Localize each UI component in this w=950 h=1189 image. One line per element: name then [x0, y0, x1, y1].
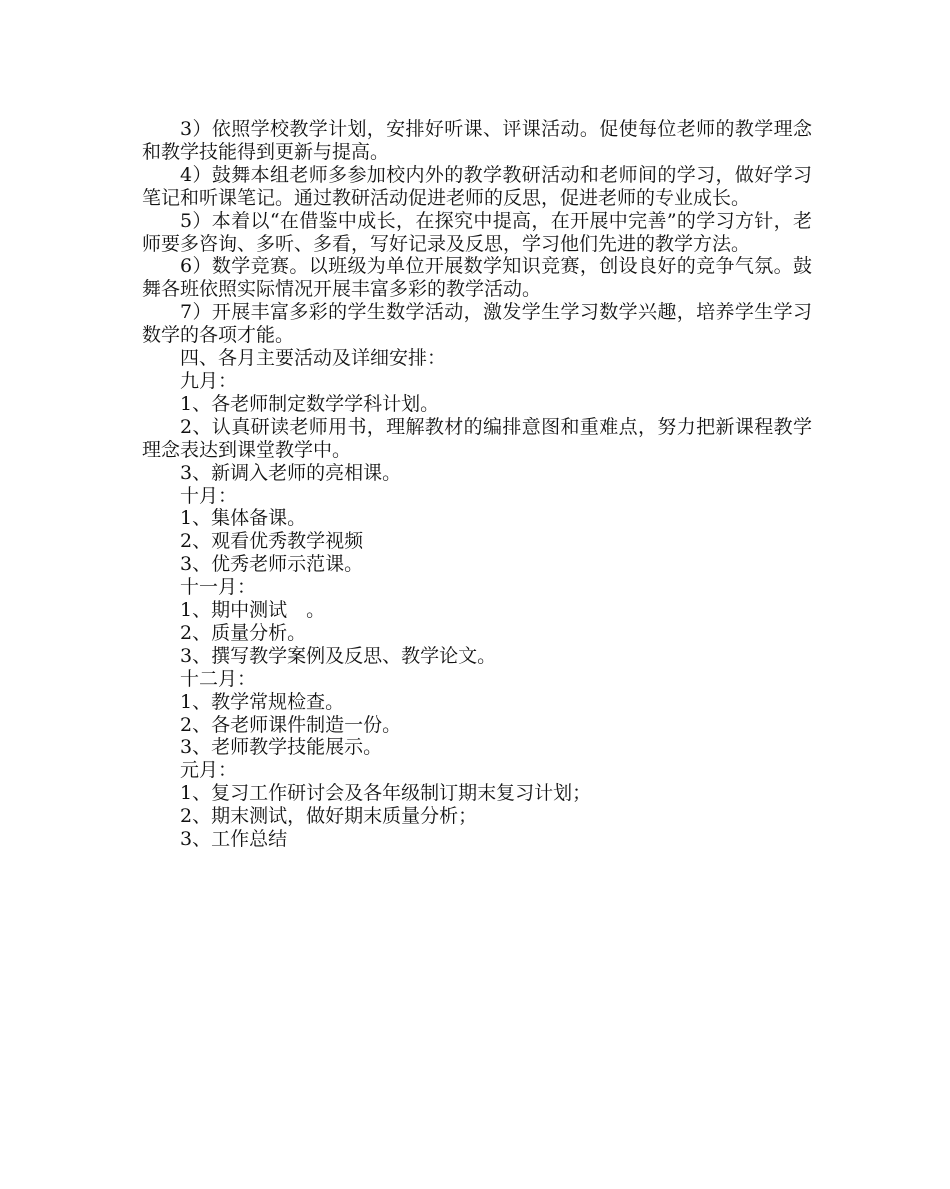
section-heading-monthly-plan: 四、各月主要活动及详细安排：: [180, 347, 447, 370]
list-item: 1、教学常规检查。: [180, 690, 345, 713]
list-item: 2、认真研读老师用书，理解教材的编排意图和重难点，努力把新课程教学理念表达到课堂教学中。: [142, 415, 812, 461]
list-item: 2、各老师课件制造一份。: [180, 713, 402, 736]
list-item: 3、撰写教学案例及反思、教学论文。: [180, 644, 497, 667]
paragraph-item-6: 6）数学竞赛。以班级为单位开展数学知识竞赛，创设良好的竞争气氛。鼓舞各班依照实际情况开展丰富多彩的教学活动。: [142, 255, 812, 301]
document-body: [142, 118, 812, 851]
list-item: 1、集体备课。: [180, 507, 307, 530]
list-item: 2、质量分析。: [180, 621, 307, 644]
month-heading-december: 十二月：: [180, 667, 257, 690]
list-item: 1、期中测试 。: [180, 599, 326, 622]
list-item: 2、观看优秀教学视频: [180, 530, 364, 553]
list-item: 3、老师教学技能展示。: [180, 736, 383, 759]
list-item: 3、新调入老师的亮相课。: [180, 461, 402, 484]
list-item: 1、各老师制定数学学科计划。: [180, 392, 440, 415]
list-item: 3、优秀老师示范课。: [180, 553, 364, 576]
month-heading-january: 元月：: [180, 759, 238, 782]
month-heading-october: 十月：: [180, 484, 238, 507]
paragraph-item-7: 7）开展丰富多彩的学生数学活动，激发学生学习数学兴趣，培养学生学习数学的各项才能。: [142, 301, 812, 347]
list-item: 3、工作总结: [180, 828, 288, 851]
month-heading-september: 九月：: [180, 369, 238, 392]
list-item: 2、期末测试，做好期末质量分析；: [180, 805, 478, 828]
paragraph-item-3: 3）依照学校教学计划，安排好听课、评课活动。促使每位老师的教学理念和教学技能得到更新与提高。: [142, 118, 812, 163]
list-item: 1、复习工作研讨会及各年级制订期末复习计划；: [180, 782, 592, 805]
month-heading-november: 十一月：: [180, 576, 257, 599]
paragraph-item-5: 5）本着以“在借鉴中成长，在探究中提高，在开展中完善”的学习方针，老师要多咨询、多听、多看，写好记录及反思，学习他们先进的教学方法。: [142, 209, 812, 255]
paragraph-item-4: 4）鼓舞本组老师多参加校内外的教学教研活动和老师间的学习，做好学习笔记和听课笔记。通过教研活动促进老师的反思，促进老师的专业成长。: [142, 163, 812, 209]
